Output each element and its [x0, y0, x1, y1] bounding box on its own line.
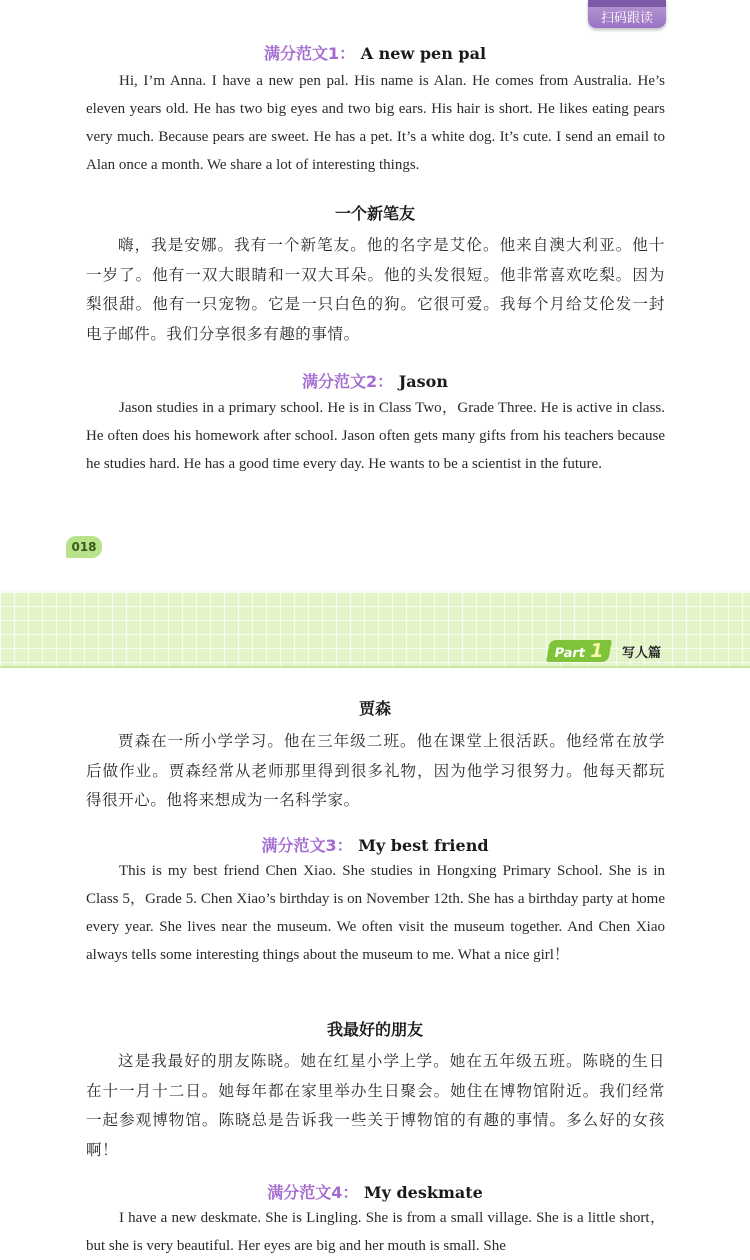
scan-badge-label: 扫码跟读 — [600, 10, 653, 25]
part-name: 写人篇 — [622, 646, 662, 661]
essay4-title-text: My deskmate — [363, 1183, 483, 1202]
scan-to-read-button[interactable] — [588, 0, 666, 28]
essay1-cn-body: 嗨，我是安娜。我有一个新笔友。他的名字是艾伦。他来自澳大利亚。他十一岁了。他有一双大眼睛和一双大耳朵。他的头发很短。他非常喜欢吃梨。因为梨很甜。他有一只宠物。它是一只白色的狗。它很可爱。我每个月给艾伦发一封电子邮件。我们分享很多有趣的事情。 — [86, 236, 665, 343]
essay1-label: 满分范文1： — [263, 44, 356, 63]
essay2-title — [0, 369, 750, 392]
part-tag — [546, 640, 612, 662]
essay2-body: Jason studies in a primary school. He is in Class Two，Grade Three. He is active in class. He often does his homework after school. Jason often gets many gifts from his teachers because he studies hard. He has a good time every day. He wants to be a scientist in the future. — [86, 400, 665, 472]
page-018 — [0, 0, 750, 590]
page-number-badge: 018 — [66, 536, 102, 558]
essay3-label: 满分范文3： — [261, 836, 353, 855]
essay3-cn-title: 我最好的朋友 — [326, 1020, 423, 1039]
essay1-cn-title: 一个新笔友 — [334, 204, 415, 223]
essay3-body: This is my best friend Chen Xiao. She studies in Hongxing Primary School. She is in Class 5，Grade 5. Chen Xiao’s birthday is on November 12th. She has a birthday party at home every year. She lives near the museum. We often visit the museum together. And Chen Xiao always tells some interesting things about the museum to me. What a nice girl！ — [86, 863, 665, 963]
essay3-title-text: My best friend — [358, 836, 489, 855]
essay2-title-text: Jason — [398, 372, 448, 391]
essay4-body: I have a new deskmate. She is Lingling. She is from a small village. She is a little short，but she is very beautiful. Her eyes are big and her mouth is small. She — [86, 1210, 665, 1254]
essay2-label: 满分范文2： — [302, 372, 394, 391]
essay1-title — [0, 41, 750, 64]
section-header-grid — [0, 592, 750, 668]
part-tag-word: Part — [553, 646, 587, 661]
part-tag-number: 1 — [587, 640, 606, 662]
essay4-title — [0, 1180, 750, 1203]
essay3-title — [0, 833, 750, 856]
essay2-cn-body: 贾森在一所小学学习。他在三年级二班。他在课堂上很活跃。他经常在放学后做作业。贾森经常从老师那里得到很多礼物，因为他学习很努力。他每天都玩得很开心。他将来想成为一名科学家。 — [86, 732, 665, 809]
essay4-label: 满分范文4： — [267, 1183, 359, 1202]
essay1-body: Hi, I’m Anna. I have a new pen pal. His name is Alan. He comes from Australia. He’s eleven years old. He has two big eyes and two big ears. His hair is short. He likes eating pears very much. Because pears are sweet. He has a pet. It’s a white dog. It’s cute. I send an email to Alan once a month. We share a lot of interesting things. — [86, 73, 665, 173]
essay1-title-text: A new pen pal — [360, 44, 487, 63]
essay2-cn-title: 贾森 — [358, 699, 391, 718]
badge-top-bar — [588, 0, 666, 7]
page-019 — [0, 592, 750, 1254]
essay3-cn-body: 这是我最好的朋友陈晓。她在红星小学上学。她在五年级五班。陈晓的生日在十一月十二日。她每年都在家里举办生日聚会。她住在博物馆附近。我们经常一起参观博物馆。陈晓总是告诉我一些关于博物馆的有趣的事情。多么好的女孩啊！ — [86, 1052, 665, 1159]
